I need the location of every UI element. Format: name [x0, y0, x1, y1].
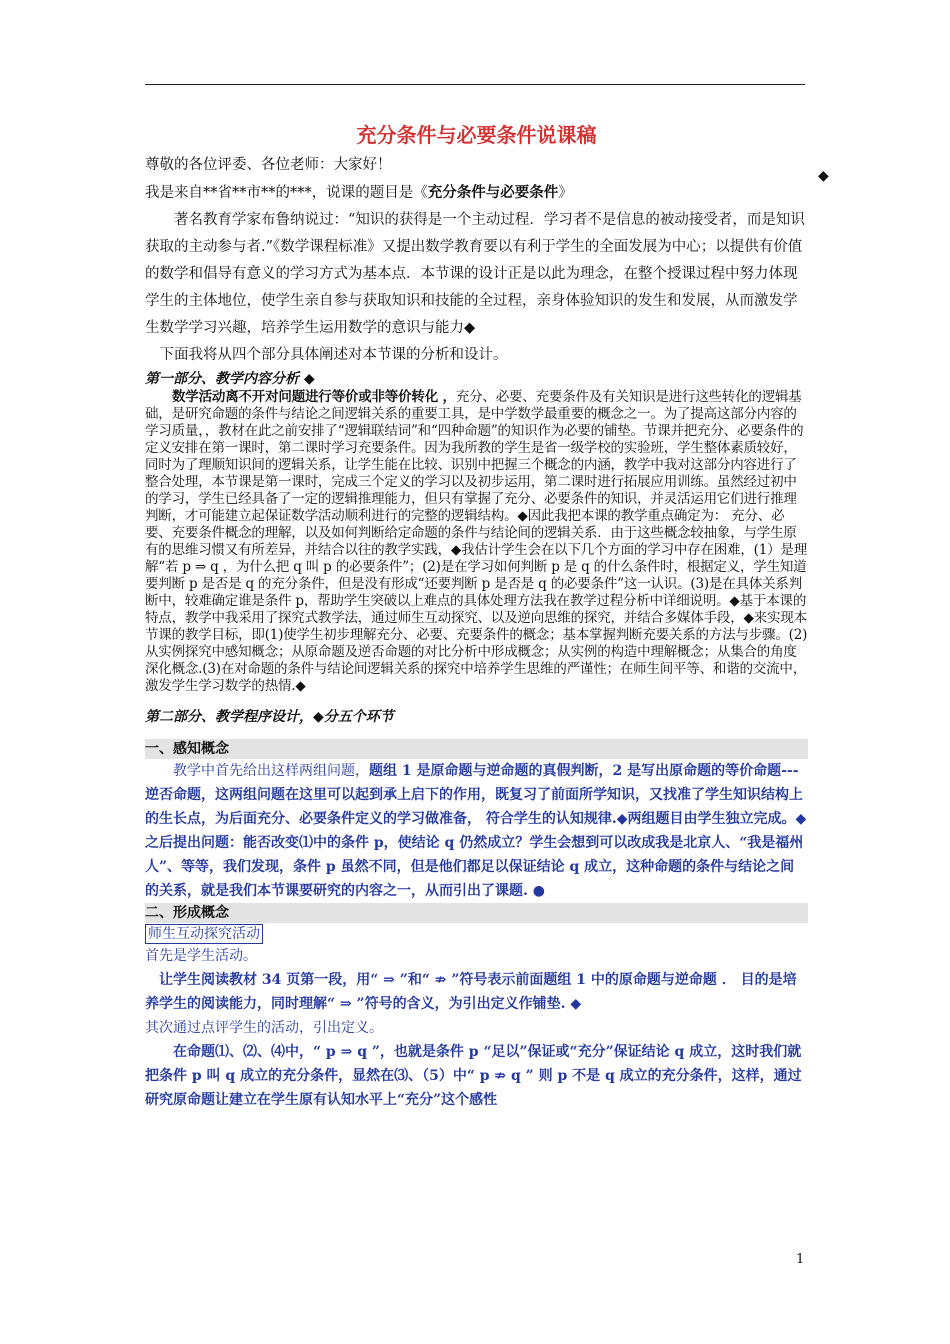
- boxed-label-wrap: [145, 923, 808, 944]
- document-title: 充分条件与必要条件说课稿: [356, 123, 597, 147]
- page-number: 1: [796, 1252, 805, 1267]
- part2-heading: 第二部分、教学程序设计，◆分五个环节: [145, 709, 394, 725]
- part1-body: 充分、必要、充要条件及有关知识是进行这些转化的逻辑基础，是研究命题的条件与结论之间逻辑关系的重要工具，是中学数学最重要的概念之一。为了提高这部分内容的学习质量，，教材在此之前安排了“逻辑联结词”和“四种命题”的知识作为必要的铺垫。节课并把充分、必要条件的定义安排在第一课时，第二课时学习充要条件。因为我所教的学生是省一级学校的实验班，学生整体素质较好，同时为了理顺知识间的逻辑关系，让学生能在比较、识别中把握三个概念的内涵，教学中我对这部分内容进行了整合处理，本节课是第一课时，完成三个定义的学习以及初步运用，第二课时进行拓展应用训练。虽然经过初中的学习，学生已经具备了一定的逻辑推理能力，但只有掌握了充分、必要条件的知识，并灵活运用它们进行推理判断，才可能建立起保证数学活动顺利进行的完整的逻辑结构。◆因此我把本课的教学重点确定为： 充分、必要、充要条件概念的理解，以及如何判断给定命题的条件与结论间的逻辑关系．由于这些概念较抽象，与学生原有的思维习惯又有所差异，并结合以往的教学实践，◆我估计学生会在以下几个方面的学习中存在困难，(1）是理解“若 p ⇒ q ，为什么把 q 叫 p 的必要条件”；(2)是在学习如何判断 p 是 q 的什么条件时，根据定义，学生知道要判断 p 是否是 q 的充分条件，但是没有形成“还要判断 p 是否是 q 的必要条件”这一认识。(3)是在具体关系判断中，较难确定谁是条件 p，帮助学生突破以上难点的具体处理方法我在教学过程分析中详细说明。◆基于本课的特点，教学中我采用了探究式教学法，通过师生互动探究、以及逆向思维的探究，并结合多媒体手段，◆来实现本节课的教学目标，即(1)使学生初步理解充分、必要、充要条件的概念；基本掌握判断充要关系的方法与步骤。(2)从实例探究中感知概念；从原命题及逆否命题的对比分析中形成概念；从实例的构造中理解概念；从集合的角度深化概念.(3)在对命题的条件与结论间逻辑关系的探究中培养学生思维的严谨性；在师生间平等、和谐的交流中，激发学生学习数学的热情.◆: [145, 389, 808, 694]
- paragraph-read: 让学生阅读教材 34 页第一段，用“ ⇒ ”和“ ⇏ ”符号表示前面题组 1 中的原命题与逆命题 ． 目的是培养学生的阅读能力，同时理解“ ⇒ ”符号的含义，为引出定义作铺垫. ◆: [145, 972, 797, 1012]
- intro-prefix: 我是来自**省**市**的***，说课的题目是《: [145, 185, 428, 201]
- paragraph-overview: 下面我将从四个部分具体阐述对本节课的分析和设计。: [159, 347, 508, 363]
- intro-line: [145, 179, 808, 207]
- greeting: 尊敬的各位评委、各位老师：大家好！: [145, 157, 392, 173]
- section2-heading: 二、形成概念: [145, 903, 808, 923]
- paragraph-part1: [145, 389, 808, 695]
- then-comment: 其次通过点评学生的活动，引出定义。: [145, 1020, 383, 1036]
- document-body: [145, 120, 808, 1112]
- part1-lead: 数学活动离不开对问题进行等价或非等价转化 ，: [172, 389, 456, 405]
- paragraph-define: 在命题⑴、⑵、⑷中，“ p ⇒ q ”，也就是条件 p “足以”保证或“充分”保证结论 q 成立，这时我们就把条件 p 叫 q 成立的充分条件，显然在⑶、（5）中“ p ⇏ q ” 则 p 不是 q 成立的充分条件，这样，通过研究原命题让建立在学生原有认知水平上“充分”这个感性: [145, 1044, 802, 1108]
- part1-heading: 第一部分、教学内容分析 ◆: [145, 371, 315, 387]
- boxed-label: 师生互动探究活动: [145, 924, 263, 944]
- paragraph-section1: [145, 759, 808, 903]
- section1-text-b: 题组 1 是原命题与逆命题的真假判断，2 是写出原命题的等价命题---逆否命题，这两组问题在这里可以起到承上启下的作用，既复习了前面所学知识，又找准了学生知识结构上的生长点，为后面充分、必要条件定义的学习做准备， 符合学生的认知规律.◆两组题目由学生独立完成。◆之后提出问题：能否改变⑴中的条件 p，使结论 q 仍然成立？学生会想到可以改成我是北京人、“我是福州人”、等等，我们发现，条件 p 虽然不同，但是他们都足以保证结论 q 成立，这种命题的条件与结论之间的关系，就是我们本节课要研究的内容之一，从而引出了课题. ●: [145, 763, 807, 899]
- intro-suffix: 》: [558, 185, 573, 201]
- intro-topic: 充分条件与必要条件: [427, 184, 559, 201]
- student-activity: 首先是学生活动。: [145, 948, 257, 964]
- header-rule: [145, 84, 805, 85]
- diamond-marker: ◆: [818, 168, 829, 184]
- section1-heading: 一、感知概念: [145, 739, 808, 759]
- section1-text-a: 教学中首先给出这样两组问题，: [173, 763, 369, 779]
- paragraph-bruner: 著名教育学家布鲁纳说过：“知识的获得是一个主动过程．学习者不是信息的被动接受者，而是知识获取的主动参与者.”《数学课程标准》又提出数学教育要以有利于学生的全面发展为中心；以提供有价值的数学和倡导有意义的学习方式为基本点．本节课的设计正是以此为理念，在整个授课过程中努力体现学生的主体地位，使学生亲自参与获取知识和技能的全过程，亲身体验知识的发生和发展，从而激发学生数学学习兴趣，培养学生运用数学的意识与能力◆: [145, 212, 805, 336]
